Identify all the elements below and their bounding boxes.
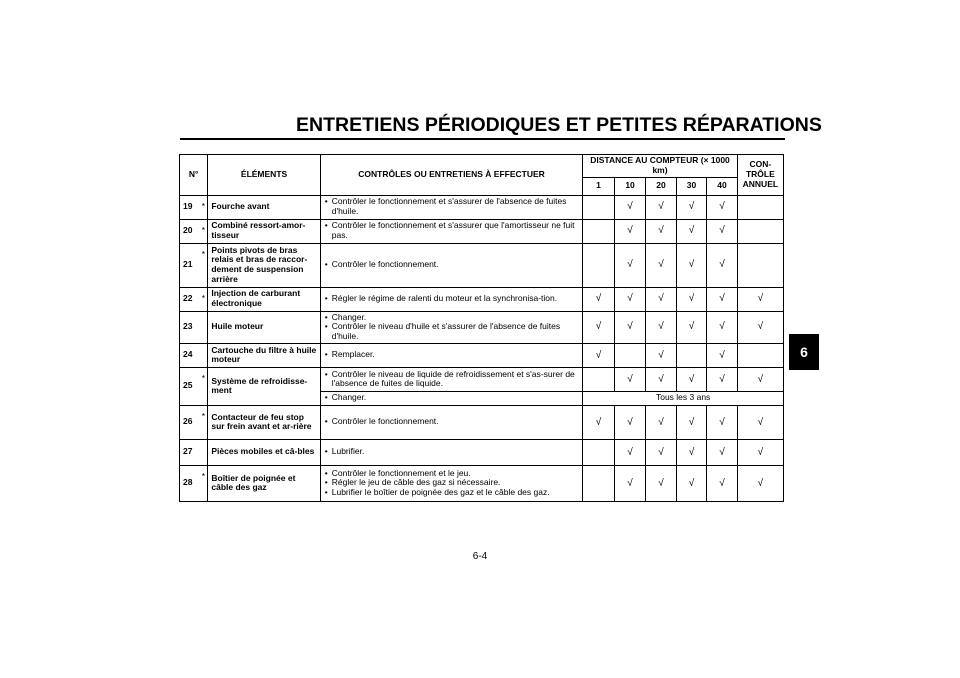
action-list [324, 294, 580, 304]
check-cell: √ [614, 439, 646, 465]
check-cell: √ [737, 465, 783, 501]
page-number: 6-4 [472, 551, 488, 562]
action-list [324, 370, 580, 390]
check-cell: √ [614, 465, 646, 501]
action-list [324, 260, 580, 270]
row-star: * [199, 287, 207, 311]
header-annual [737, 155, 783, 196]
check-cell: √ [707, 405, 738, 439]
check-cell: √ [737, 287, 783, 311]
check-cell: √ [737, 311, 783, 343]
action-list [324, 469, 580, 498]
action-list [324, 350, 580, 360]
row-star: * [199, 465, 207, 501]
check-cell: √ [646, 219, 676, 243]
check-cell [583, 195, 615, 219]
row-star: * [199, 219, 207, 243]
check-cell: √ [707, 287, 738, 311]
check-cell [583, 243, 615, 287]
header-num: N° [180, 155, 208, 196]
row-number: 20 [180, 219, 200, 243]
interval-note: Tous les 3 ans [583, 391, 784, 405]
check-cell: √ [646, 405, 676, 439]
action-item: • Contrôler le fonctionnement et s'assurer de l'absence de fuites d'huile. [332, 197, 580, 217]
row-item: Fourche avant [208, 195, 320, 219]
row-action [320, 367, 583, 391]
row-action [320, 243, 583, 287]
check-cell: √ [707, 243, 738, 287]
check-cell: √ [646, 343, 676, 367]
action-list [324, 221, 580, 241]
row-action [320, 465, 583, 501]
row-action [320, 405, 583, 439]
header-annual-line: TRÔLE [745, 168, 775, 179]
row-item: Injection de carburant électronique [208, 287, 320, 311]
row-number: 24 [180, 343, 200, 367]
action-item: • Régler le jeu de câble des gaz si nécessaire. [332, 478, 580, 488]
row-item: Pièces mobiles et câ-bles [208, 439, 320, 465]
row-item: Contacteur de feu stop sur frein avant et ar-rière [208, 405, 320, 439]
row-star [199, 311, 207, 343]
row-item: Système de refroidisse-ment [208, 367, 320, 405]
check-cell: √ [614, 195, 646, 219]
row-number: 22 [180, 287, 200, 311]
action-item: • Contrôler le niveau de liquide de refroidissement et s'as-surer de l'absence de fuites de liquide. [332, 370, 580, 390]
check-cell: √ [707, 219, 738, 243]
check-cell: √ [676, 405, 706, 439]
check-cell: √ [676, 465, 706, 501]
row-item: Huile moteur [208, 311, 320, 343]
check-cell: √ [737, 367, 783, 391]
check-cell: √ [646, 243, 676, 287]
row-star: * [199, 405, 207, 439]
check-cell: √ [646, 439, 676, 465]
check-cell: √ [583, 287, 615, 311]
check-cell: √ [707, 195, 738, 219]
row-number: 28 [180, 465, 200, 501]
table-row [180, 287, 784, 311]
table-row [180, 311, 784, 343]
title-rule [180, 138, 785, 140]
section-tab: 6 [789, 334, 819, 370]
check-cell [737, 219, 783, 243]
check-cell: √ [614, 405, 646, 439]
check-cell: √ [707, 343, 738, 367]
header-annual-line: ANNUEL [742, 178, 779, 189]
check-cell [737, 195, 783, 219]
row-star [199, 343, 207, 367]
row-action [320, 287, 583, 311]
check-cell: √ [676, 311, 706, 343]
check-cell: √ [614, 367, 646, 391]
row-action [320, 439, 583, 465]
check-cell: √ [583, 405, 615, 439]
check-cell: √ [583, 343, 615, 367]
check-cell: √ [676, 243, 706, 287]
check-cell [583, 367, 615, 391]
check-cell: √ [646, 195, 676, 219]
row-number: 23 [180, 311, 200, 343]
header-annual-line: CON- [749, 159, 772, 170]
action-item: • Contrôler le fonctionnement et s'assurer que l'amortisseur ne fuit pas. [332, 221, 580, 241]
table-row [180, 243, 784, 287]
action-item: • Remplacer. [332, 350, 580, 360]
check-cell: √ [676, 195, 706, 219]
check-cell: √ [707, 311, 738, 343]
action-item: • Contrôler le fonctionnement. [332, 417, 580, 427]
table-row [180, 195, 784, 219]
table-row [180, 439, 784, 465]
action-item: • Contrôler le fonctionnement et le jeu. [332, 469, 580, 479]
row-number: 21 [180, 243, 200, 287]
row-item: Points pivots de bras relais et bras de raccor-dement de suspension arrière [208, 243, 320, 287]
action-item: • Contrôler le fonctionnement. [332, 260, 580, 270]
check-cell: √ [646, 367, 676, 391]
action-item: • Changer. [332, 313, 580, 323]
header-controls: CONTRÔLES OU ENTRETIENS À EFFECTUER [320, 155, 583, 196]
row-number: 19 [180, 195, 200, 219]
action-item: • Contrôler le niveau d'huile et s'assurer de l'absence de fuites d'huile. [332, 322, 580, 342]
action-list [324, 313, 580, 342]
table-row [180, 405, 784, 439]
table-row [180, 367, 784, 391]
action-list [324, 447, 580, 457]
check-cell: √ [707, 439, 738, 465]
check-cell [676, 343, 706, 367]
check-cell: √ [646, 287, 676, 311]
check-cell: √ [707, 367, 738, 391]
row-item: Boîtier de poignée et câble des gaz [208, 465, 320, 501]
check-cell: √ [707, 465, 738, 501]
check-cell: √ [676, 287, 706, 311]
check-cell: √ [737, 439, 783, 465]
check-cell: √ [583, 311, 615, 343]
check-cell [737, 243, 783, 287]
row-number: 26 [180, 405, 200, 439]
check-cell: √ [737, 405, 783, 439]
header-km: 40 [707, 177, 738, 195]
check-cell: √ [614, 243, 646, 287]
header-distance: DISTANCE AU COMPTEUR (× 1000 km) [583, 155, 737, 178]
row-action [320, 195, 583, 219]
check-cell [583, 465, 615, 501]
check-cell: √ [646, 465, 676, 501]
row-star: * [199, 367, 207, 405]
check-cell: √ [614, 287, 646, 311]
action-list [324, 417, 580, 427]
check-cell [614, 343, 646, 367]
maintenance-table [179, 154, 784, 502]
row-item: Cartouche du filtre à huile moteur [208, 343, 320, 367]
row-number: 25 [180, 367, 200, 405]
check-cell: √ [614, 311, 646, 343]
header-km: 10 [614, 177, 646, 195]
check-cell: √ [676, 219, 706, 243]
check-cell: √ [676, 367, 706, 391]
row-star [199, 439, 207, 465]
check-cell [583, 439, 615, 465]
row-action [320, 391, 583, 405]
action-item: • Lubrifier. [332, 447, 580, 457]
action-list [324, 197, 580, 217]
row-star: * [199, 243, 207, 287]
action-item: • Changer. [332, 393, 580, 403]
header-km: 20 [646, 177, 676, 195]
check-cell [583, 219, 615, 243]
table-row [180, 343, 784, 367]
row-action [320, 219, 583, 243]
row-number: 27 [180, 439, 200, 465]
action-item: • Régler le régime de ralenti du moteur et la synchronisa-tion. [332, 294, 580, 304]
check-cell [737, 343, 783, 367]
row-item: Combiné ressort-amor-tisseur [208, 219, 320, 243]
check-cell: √ [614, 219, 646, 243]
page-title: ENTRETIENS PÉRIODIQUES ET PETITES RÉPARATIONS [296, 114, 822, 136]
table-row [180, 465, 784, 501]
table-body [180, 195, 784, 501]
row-action [320, 311, 583, 343]
action-item: • Lubrifier le boîtier de poignée des gaz et le câble des gaz. [332, 488, 580, 498]
check-cell: √ [676, 439, 706, 465]
table-row [180, 219, 784, 243]
action-list [324, 393, 580, 403]
header-km: 1 [583, 177, 615, 195]
row-star: * [199, 195, 207, 219]
check-cell: √ [646, 311, 676, 343]
row-action [320, 343, 583, 367]
header-km: 30 [676, 177, 706, 195]
header-elements: ÉLÉMENTS [208, 155, 320, 196]
